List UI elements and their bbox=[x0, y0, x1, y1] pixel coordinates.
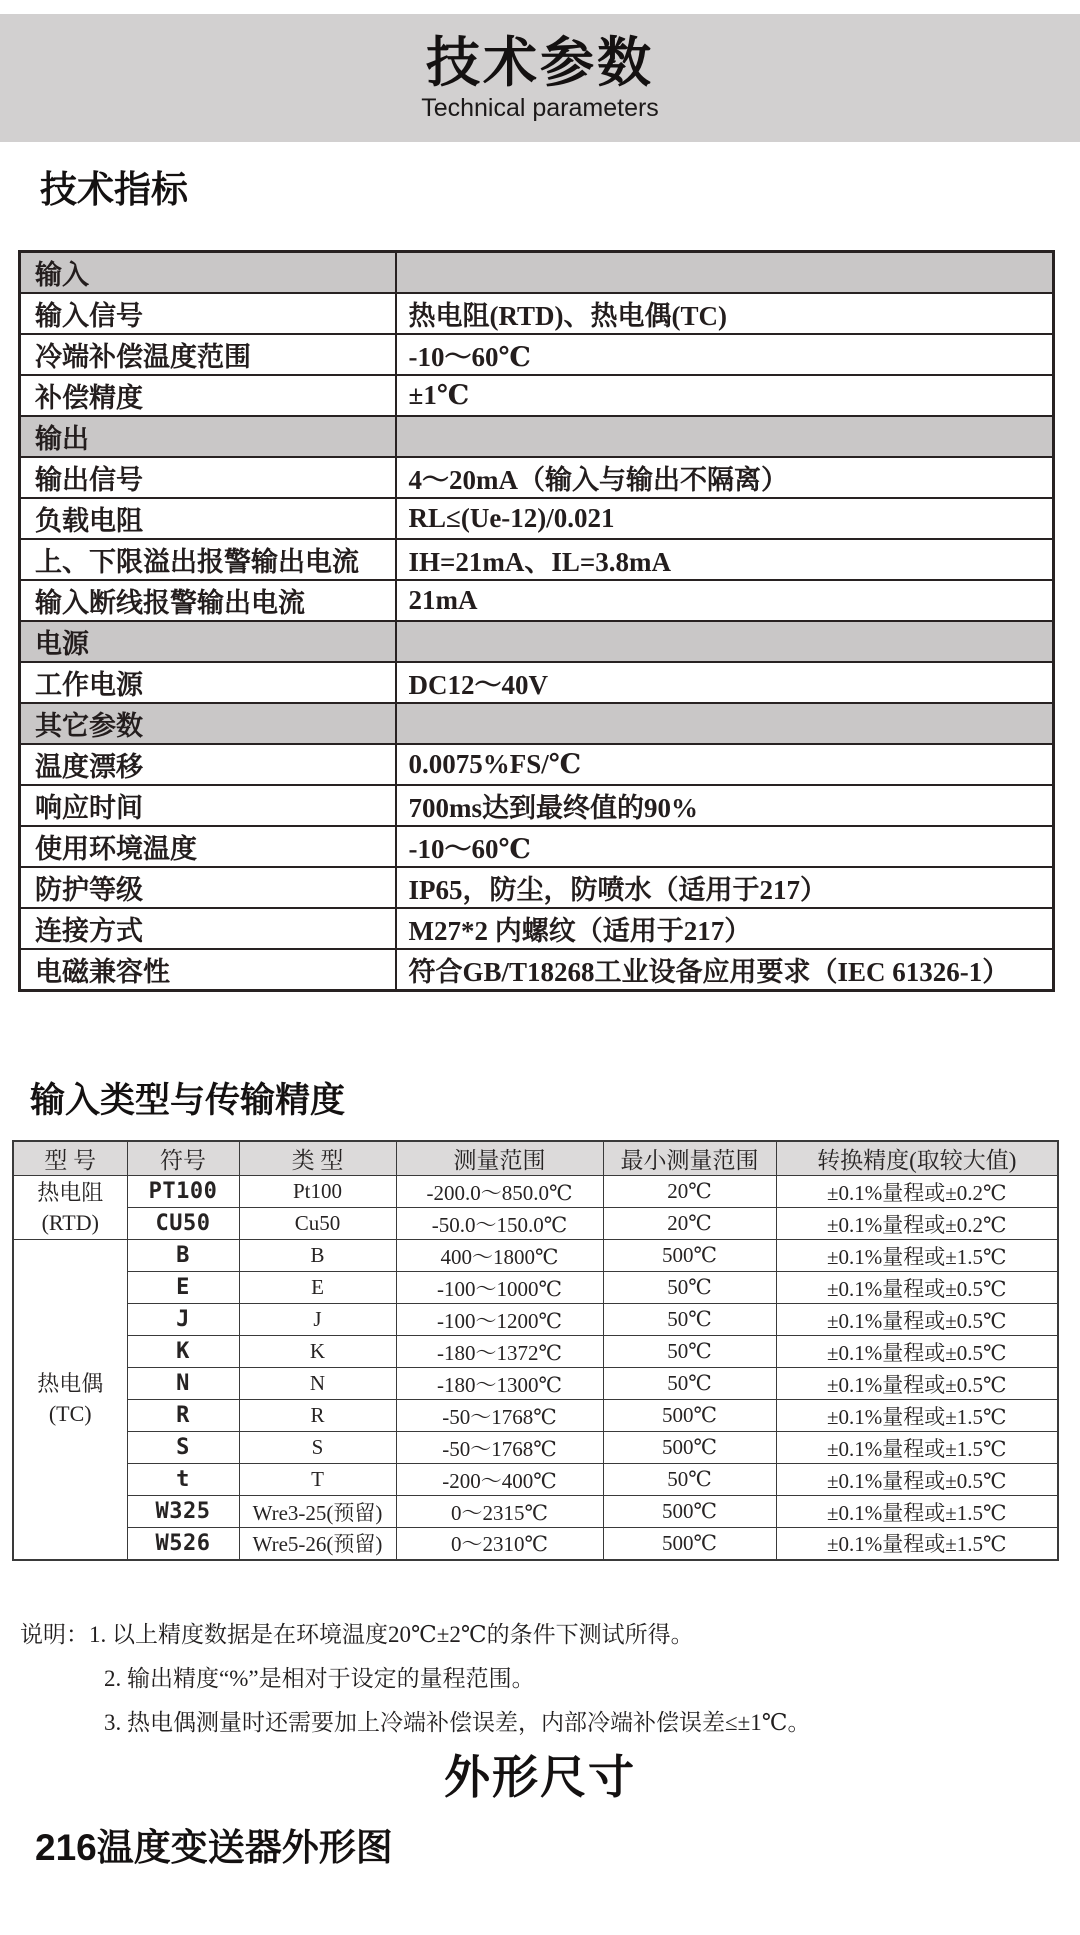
cell-symbol: K bbox=[127, 1336, 239, 1368]
table-row-r bbox=[13, 1400, 1058, 1432]
model-sub: (RTD) bbox=[41, 1209, 99, 1235]
cell-symbol: CU50 bbox=[127, 1208, 239, 1240]
table-row-w526 bbox=[13, 1528, 1058, 1560]
spec-section-value bbox=[396, 416, 1054, 457]
spec-value: 4～20mA（输入与输出不隔离） bbox=[396, 457, 1054, 498]
spec-row-connection-type bbox=[20, 908, 1054, 949]
spec-value: 热电阻(RTD)、热电偶(TC) bbox=[396, 293, 1054, 334]
spec-section-value bbox=[396, 703, 1054, 744]
cell-range: -180～1300℃ bbox=[396, 1368, 603, 1400]
cell-symbol: B bbox=[127, 1240, 239, 1272]
notes-block bbox=[20, 1613, 1080, 1745]
spec-row-working-power bbox=[20, 662, 1054, 703]
cell-accuracy: ±0.1%量程或±1.5℃ bbox=[776, 1240, 1058, 1272]
cell-symbol: R bbox=[127, 1400, 239, 1432]
cell-type: Wre3-25(预留) bbox=[239, 1496, 396, 1528]
spec-value: 符合GB/T18268工业设备应用要求（IEC 61326-1） bbox=[408, 957, 1010, 987]
cell-accuracy: ±0.1%量程或±1.5℃ bbox=[776, 1496, 1058, 1528]
cell-min-range: 500℃ bbox=[603, 1240, 776, 1272]
spec-label: 冷端补偿温度范围 bbox=[20, 334, 396, 375]
table-row-j bbox=[13, 1304, 1058, 1336]
spec-section-label: 电源 bbox=[20, 621, 396, 662]
note-line-2: 2. 输出精度“%”是相对于设定的量程范围。 bbox=[104, 1665, 535, 1691]
spec-section-label: 其它参数 bbox=[20, 703, 396, 744]
cell-type: Cu50 bbox=[239, 1208, 396, 1240]
spec-row-input-signal bbox=[20, 293, 1054, 334]
cell-type: E bbox=[239, 1272, 396, 1304]
table-row-e bbox=[13, 1272, 1058, 1304]
cell-range: 400～1800℃ bbox=[396, 1240, 603, 1272]
spec-row-section-power bbox=[20, 621, 1054, 662]
table-row-cu50 bbox=[13, 1208, 1058, 1240]
spec-label: 响应时间 bbox=[20, 785, 396, 826]
cell-type: S bbox=[239, 1432, 396, 1464]
spec-label: 补偿精度 bbox=[20, 375, 396, 416]
spec-value: -10～60℃ bbox=[396, 826, 1054, 867]
cell-range: -100～1200℃ bbox=[396, 1304, 603, 1336]
spec-value: 700ms达到最终值的90% bbox=[396, 785, 1054, 826]
cell-type: T bbox=[239, 1464, 396, 1496]
table-row-k bbox=[13, 1336, 1058, 1368]
spec-value: RL≤(Ue-12)/0.021 bbox=[396, 498, 1054, 539]
spec-section-label: 输出 bbox=[20, 416, 396, 457]
col-header-accuracy: 转换精度(取较大值) bbox=[776, 1141, 1058, 1176]
note-text: 1. 以上精度数据是在环境温度20℃±2℃的条件下测试所得。 bbox=[89, 1621, 694, 1647]
spec-label: 电磁兼容性 bbox=[20, 949, 396, 991]
table-row-s bbox=[13, 1432, 1058, 1464]
spec-label: 输出信号 bbox=[20, 457, 396, 498]
spec-table bbox=[18, 250, 1055, 992]
spec-value: 0.0075%FS/℃ bbox=[396, 744, 1054, 785]
cell-range: -100～1000℃ bbox=[396, 1272, 603, 1304]
page-subtitle: Technical parameters bbox=[421, 94, 659, 122]
cell-range: -200.0～850.0℃ bbox=[396, 1176, 603, 1208]
model-group-rtd bbox=[13, 1176, 127, 1240]
spec-value: IP65，防尘，防喷水（适用于217） bbox=[396, 867, 1054, 908]
heading-input-types: 输入类型与传输精度 bbox=[30, 1081, 346, 1120]
spec-label: 工作电源 bbox=[20, 662, 396, 703]
title-banner bbox=[0, 14, 1080, 142]
spec-row-wire-break-alarm-current bbox=[20, 580, 1054, 621]
cell-type: Wre5-26(预留) bbox=[239, 1528, 396, 1560]
note-line-1 bbox=[20, 1613, 1080, 1657]
spec-row-section-other bbox=[20, 703, 1054, 744]
spec-row-emc bbox=[20, 949, 1054, 991]
col-header-symbol: 符号 bbox=[127, 1141, 239, 1176]
spec-row-protection-rating bbox=[20, 867, 1054, 908]
spec-label: 输入信号 bbox=[20, 293, 396, 334]
cell-accuracy: ±0.1%量程或±0.5℃ bbox=[776, 1272, 1058, 1304]
spec-value: IH=21mA、IL=3.8mA bbox=[396, 539, 1054, 580]
cell-symbol: J bbox=[127, 1304, 239, 1336]
spec-label: 连接方式 bbox=[20, 908, 396, 949]
cell-range: 0～2315℃ bbox=[396, 1496, 603, 1528]
table-row-w325 bbox=[13, 1496, 1058, 1528]
spec-label: 输入断线报警输出电流 bbox=[20, 580, 396, 621]
cell-min-range: 500℃ bbox=[603, 1496, 776, 1528]
cell-accuracy: ±0.1%量程或±0.5℃ bbox=[776, 1336, 1058, 1368]
col-header-model: 型 号 bbox=[13, 1141, 127, 1176]
cell-type: N bbox=[239, 1368, 396, 1400]
spec-row-section-input bbox=[20, 252, 1054, 294]
table-row-n bbox=[13, 1368, 1058, 1400]
spec-row-output-signal bbox=[20, 457, 1054, 498]
spec-label: 防护等级 bbox=[20, 867, 396, 908]
spec-row-section-output bbox=[20, 416, 1054, 457]
spec-row-load-resistance bbox=[20, 498, 1054, 539]
cell-range: -200～400℃ bbox=[396, 1464, 603, 1496]
spec-value: -10～60℃ bbox=[396, 334, 1054, 375]
spec-section-label: 输入 bbox=[20, 252, 396, 294]
cell-range: -50～1768℃ bbox=[396, 1432, 603, 1464]
cell-min-range: 50℃ bbox=[603, 1336, 776, 1368]
note-line-3: 3. 热电偶测量时还需要加上冷端补偿误差，内部冷端补偿误差≤±1℃。 bbox=[104, 1709, 811, 1735]
cell-accuracy: ±0.1%量程或±1.5℃ bbox=[776, 1528, 1058, 1560]
col-header-min-range: 最小测量范围 bbox=[603, 1141, 776, 1176]
spec-value: 21mA bbox=[396, 580, 1054, 621]
table-row-b bbox=[13, 1240, 1058, 1272]
model-group-tc bbox=[13, 1240, 127, 1560]
spec-value: DC12～40V bbox=[396, 662, 1054, 703]
cell-symbol: W526 bbox=[127, 1528, 239, 1560]
cell-range: -50.0～150.0℃ bbox=[396, 1208, 603, 1240]
cell-range: -50～1768℃ bbox=[396, 1400, 603, 1432]
spec-row-compensation-accuracy bbox=[20, 375, 1054, 416]
cell-type: R bbox=[239, 1400, 396, 1432]
spec-section-value bbox=[396, 621, 1054, 662]
cell-accuracy: ±0.1%量程或±0.2℃ bbox=[776, 1176, 1058, 1208]
cell-symbol: t bbox=[127, 1464, 239, 1496]
cell-min-range: 500℃ bbox=[603, 1528, 776, 1560]
cell-type: B bbox=[239, 1240, 396, 1272]
cell-min-range: 500℃ bbox=[603, 1432, 776, 1464]
spec-value: M27*2 内螺纹（适用于217） bbox=[396, 908, 1054, 949]
spec-row-ambient-temp bbox=[20, 826, 1054, 867]
cell-symbol: S bbox=[127, 1432, 239, 1464]
cell-symbol: W325 bbox=[127, 1496, 239, 1528]
cell-range: 0～2310℃ bbox=[396, 1528, 603, 1560]
cell-range: -180～1372℃ bbox=[396, 1336, 603, 1368]
page-title: 技术参数 bbox=[426, 33, 654, 93]
model-name: 热电偶 bbox=[37, 1371, 104, 1397]
heading-tech-specs: 技术指标 bbox=[40, 169, 188, 210]
heading-dimensions: 外形尺寸 bbox=[444, 1750, 636, 1803]
cell-type: J bbox=[239, 1304, 396, 1336]
cell-min-range: 50℃ bbox=[603, 1272, 776, 1304]
heading-216-outline: 216温度变送器外形图 bbox=[35, 1826, 393, 1868]
cell-min-range: 20℃ bbox=[603, 1208, 776, 1240]
cell-min-range: 50℃ bbox=[603, 1304, 776, 1336]
cell-accuracy: ±0.1%量程或±1.5℃ bbox=[776, 1400, 1058, 1432]
cell-accuracy: ±0.1%量程或±0.5℃ bbox=[776, 1464, 1058, 1496]
cell-min-range: 500℃ bbox=[603, 1400, 776, 1432]
spec-row-response-time bbox=[20, 785, 1054, 826]
cell-accuracy: ±0.1%量程或±0.5℃ bbox=[776, 1304, 1058, 1336]
cell-accuracy: ±0.1%量程或±0.5℃ bbox=[776, 1368, 1058, 1400]
accuracy-table bbox=[12, 1140, 1059, 1561]
cell-type: Pt100 bbox=[239, 1176, 396, 1208]
cell-symbol: PT100 bbox=[127, 1176, 239, 1208]
table-row-t bbox=[13, 1464, 1058, 1496]
notes-prefix: 说明： bbox=[20, 1621, 89, 1647]
spec-section-value bbox=[396, 252, 1054, 294]
cell-symbol: N bbox=[127, 1368, 239, 1400]
spec-row-overflow-alarm-current bbox=[20, 539, 1054, 580]
accuracy-header-row bbox=[13, 1141, 1058, 1176]
cell-min-range: 20℃ bbox=[603, 1176, 776, 1208]
cell-accuracy: ±0.1%量程或±0.2℃ bbox=[776, 1208, 1058, 1240]
spec-label: 使用环境温度 bbox=[20, 826, 396, 867]
col-header-type: 类 型 bbox=[239, 1141, 396, 1176]
cell-accuracy: ±0.1%量程或±1.5℃ bbox=[776, 1432, 1058, 1464]
model-sub: (TC) bbox=[48, 1401, 92, 1427]
spec-label: 温度漂移 bbox=[20, 744, 396, 785]
cell-type: K bbox=[239, 1336, 396, 1368]
spec-row-temp-drift bbox=[20, 744, 1054, 785]
cell-min-range: 50℃ bbox=[603, 1464, 776, 1496]
col-header-range: 测量范围 bbox=[396, 1141, 603, 1176]
spec-label: 负载电阻 bbox=[20, 498, 396, 539]
table-row-pt100 bbox=[13, 1176, 1058, 1208]
cell-symbol: E bbox=[127, 1272, 239, 1304]
spec-row-cold-junction-range bbox=[20, 334, 1054, 375]
spec-label: 上、下限溢出报警输出电流 bbox=[20, 539, 396, 580]
spec-value: ±1℃ bbox=[396, 375, 1054, 416]
model-name: 热电阻 bbox=[37, 1179, 104, 1205]
cell-min-range: 50℃ bbox=[603, 1368, 776, 1400]
